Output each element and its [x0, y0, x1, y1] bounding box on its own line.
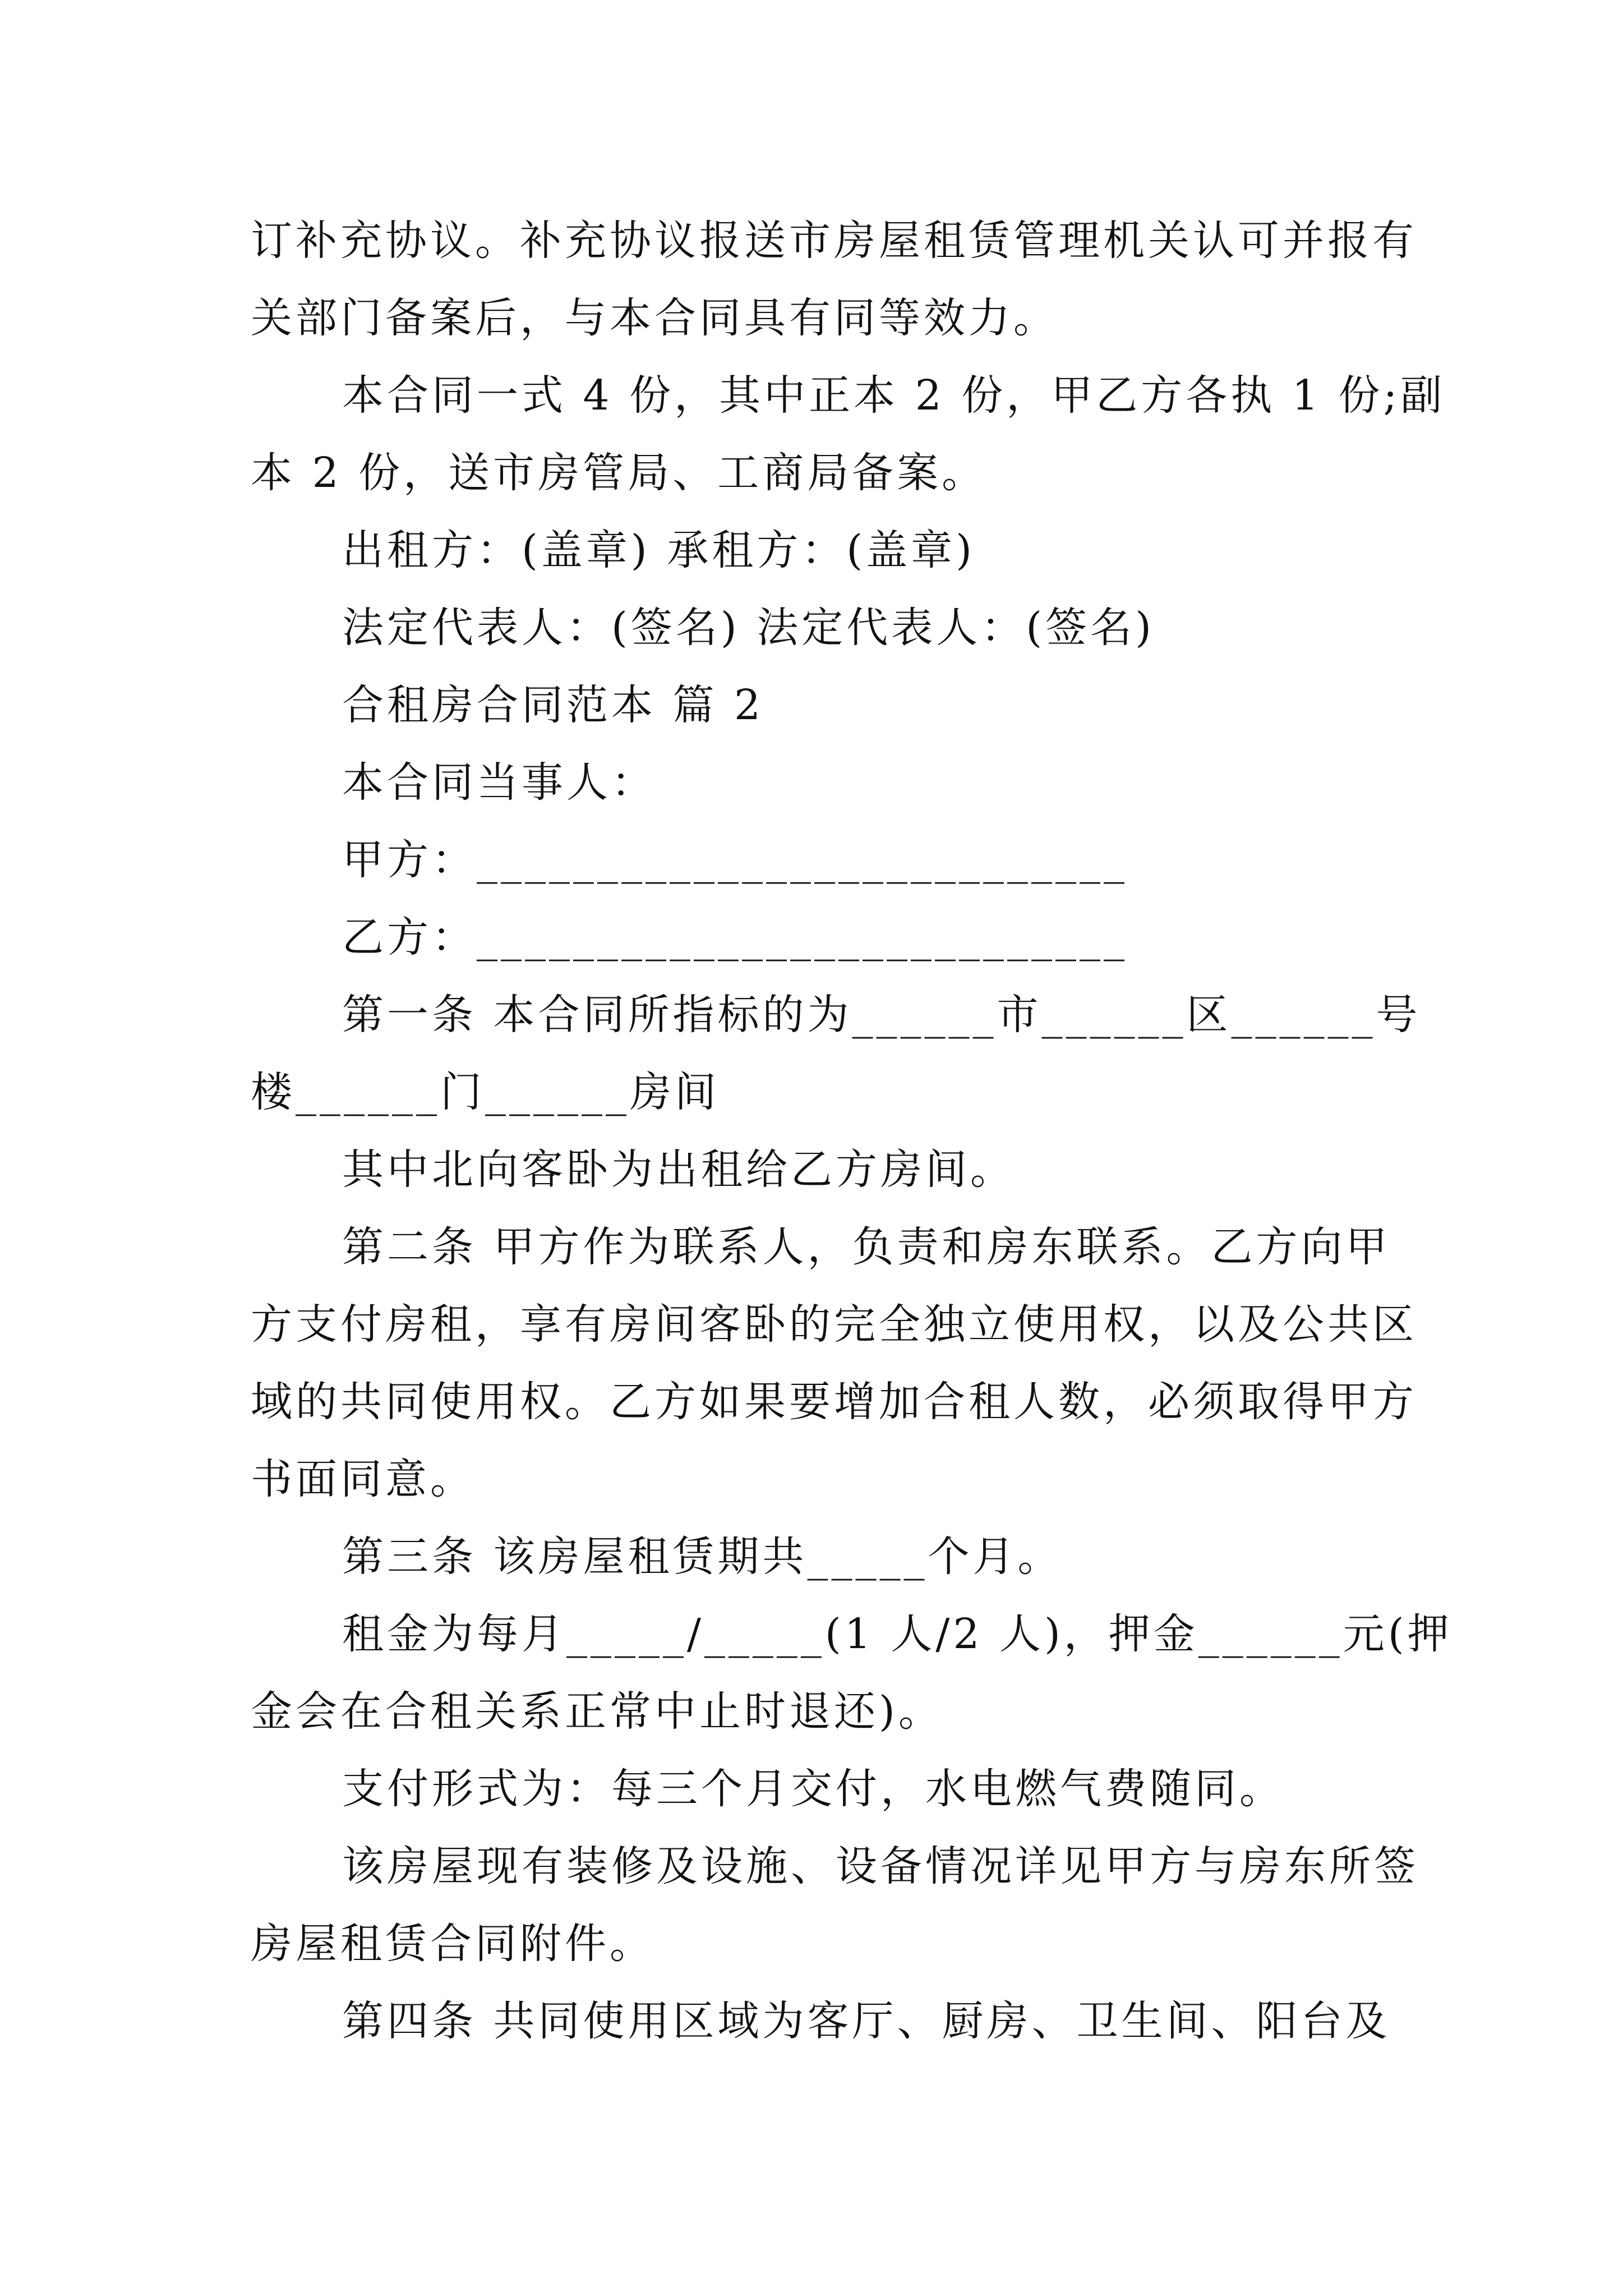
article-1-line: 楼______门______房间: [251, 1068, 720, 1116]
paragraph-line: 订补充协议。补充协议报送市房屋租赁管理机关认可并报有: [251, 217, 1417, 265]
payment-line: 支付形式为：每三个月交付，水电燃气费随同。: [342, 1765, 1284, 1813]
party-a-line: 甲方：___________________________: [342, 836, 1128, 884]
paragraph-line: 房屋租赁合同附件。: [251, 1920, 654, 1968]
signature-line-seal: 出租方：(盖章) 承租方：(盖章): [342, 526, 976, 574]
article-2-line: 方支付房租，享有房间客卧的完全独立使用权，以及公共区: [251, 1300, 1417, 1349]
parties-heading: 本合同当事人：: [342, 758, 656, 807]
rent-line: 租金为每月_____/_____(1 人/2 人)，押金______元(押: [342, 1610, 1453, 1658]
section-title: 合租房合同范本 篇 2: [342, 681, 764, 729]
paragraph-line: 其中北向客卧为出租给乙方房间。: [342, 1145, 1015, 1194]
party-b-line: 乙方：___________________________: [342, 913, 1128, 961]
paragraph-line: 本 2 份，送市房管局、工商局备案。: [251, 449, 987, 497]
paragraph-line: 关部门备案后，与本合同具有同等效力。: [251, 294, 1058, 342]
article-3-line: 第三条 该房屋租赁期共_____个月。: [342, 1533, 1063, 1581]
rent-line: 金会在合租关系正常中止时退还)。: [251, 1687, 943, 1736]
signature-line-representative: 法定代表人：(签名) 法定代表人：(签名): [342, 604, 1155, 652]
paragraph-line: 本合同一式 4 份，其中正本 2 份，甲乙方各执 1 份;副: [342, 371, 1446, 420]
article-2-line: 第二条 甲方作为联系人，负责和房东联系。乙方向甲: [342, 1223, 1391, 1271]
article-2-line: 书面同意。: [251, 1455, 475, 1503]
article-2-line: 域的共同使用权。乙方如果要增加合租人数，必须取得甲方: [251, 1378, 1417, 1426]
paragraph-line: 该房屋现有装修及设施、设备情况详见甲方与房东所签: [342, 1842, 1419, 1890]
article-4-line: 第四条 共同使用区域为客厅、厨房、卫生间、阳台及: [342, 1997, 1391, 2045]
article-1-line: 第一条 本合同所指标的为______市______区______号: [342, 991, 1421, 1039]
document-body: [251, 202, 1453, 2060]
